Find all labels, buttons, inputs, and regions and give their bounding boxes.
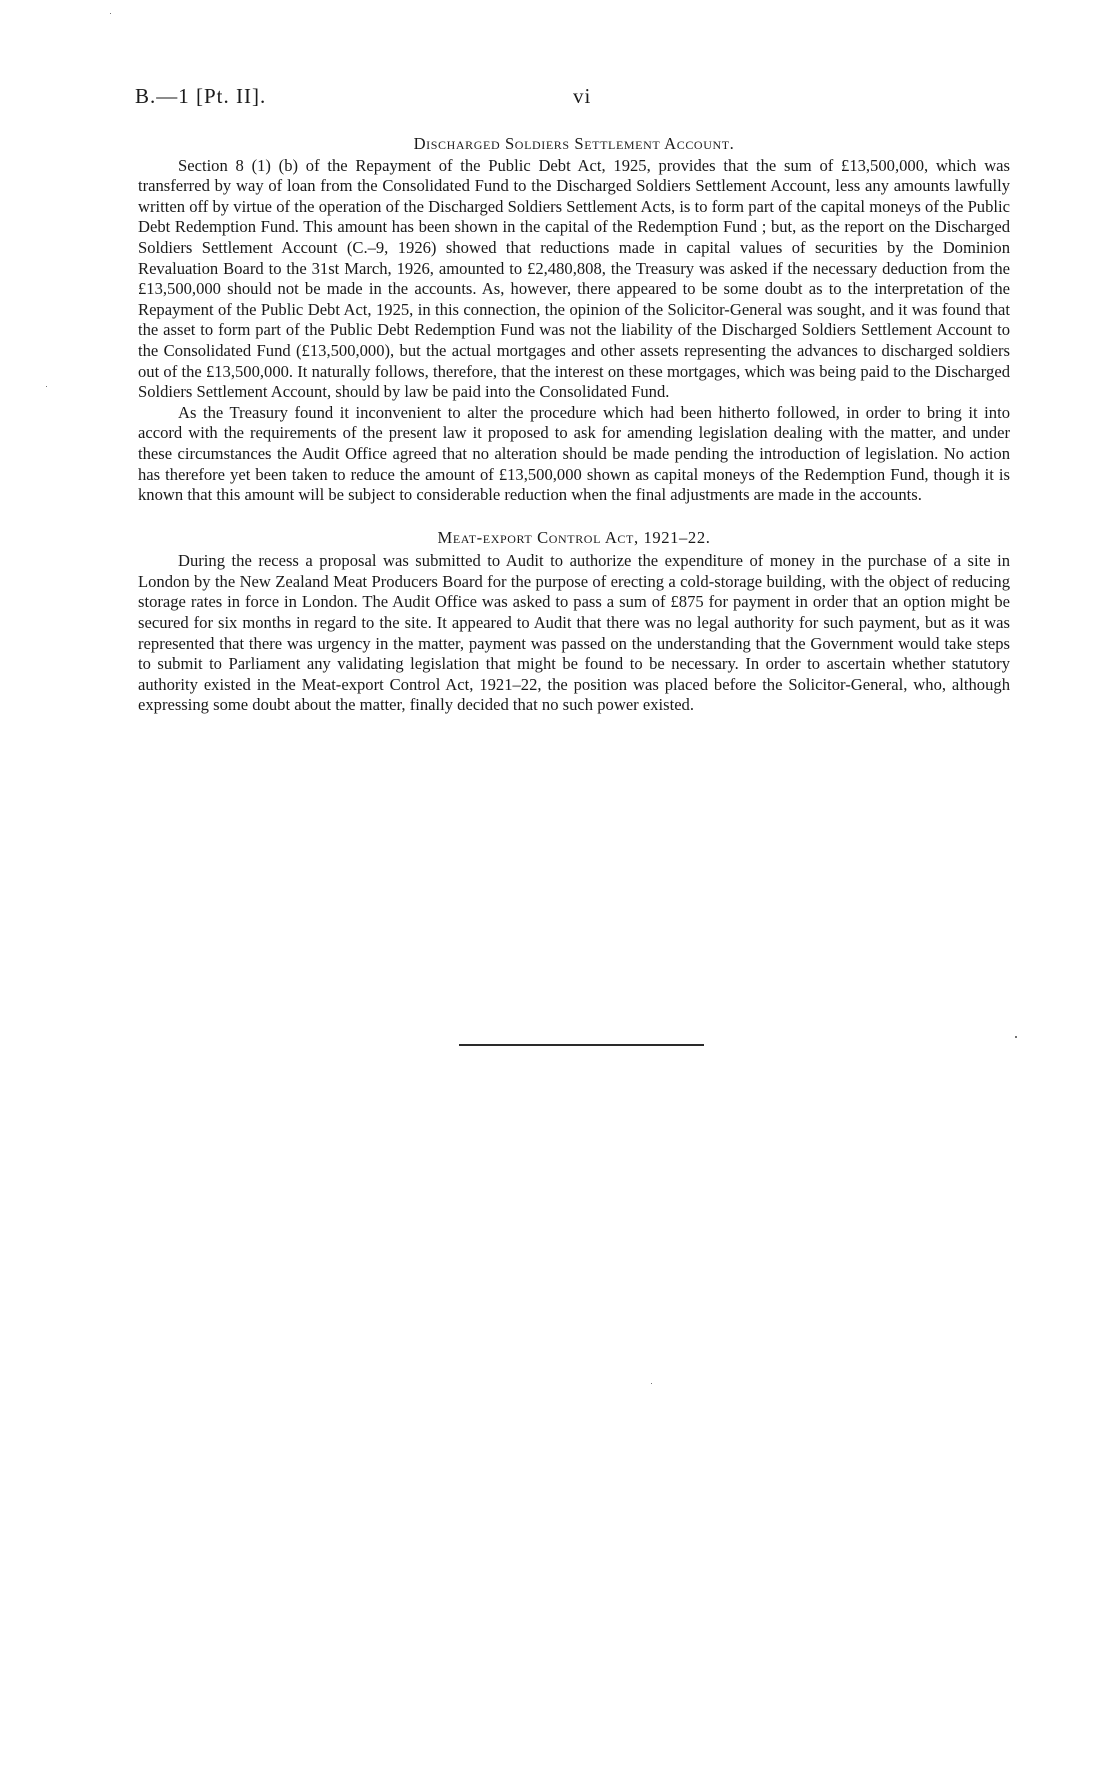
paragraph-meat-board-site: During the recess a proposal was submitted to Audit to authorize the expenditure of money in the purchase of a site in London by the New Zealand Meat Producers Board for the purpose of erecting a cold-storage building, with the object of reducing storage rates in force in London. The Audit Office was asked to pass a sum of £875 for payment in order that an option might be secured for six months in regard to the site. It appeared to Audit that there was no legal authority for such payment, but as it was represented that there was urgency in the matter, payment was passed on the understanding that the Government would take steps to submit to Parliament any validating legislation that might be found to be necessary. In order to ascertain whether statutory authority existed in the Meat-export Control Act, 1921–22, the position was placed before the Solicitor-General, who, although expressing some doubt about the matter, finally decided that no such power existed. xyxy=(138,551,1010,715)
paragraph-treasury-procedure: As the Treasury found it inconvenient to alter the procedure which had been hitherto followed, in order to bring it into accord with the requirements of the present law it proposed to ask for amending legislation dealing with the matter, and under these circumstances the Audit Office agreed that no alteration should be made pending the introduction of legislation. No action has therefore yet been taken to reduce the amount of £13,500,000 shown as capital moneys of the Redemption Fund, though it is known that this amount will be subject to considerable reduction when the final adjustments are made in the accounts. xyxy=(138,402,1010,505)
page-number: vi xyxy=(573,84,592,108)
scan-speck xyxy=(1015,1036,1017,1038)
section-heading-discharged-soldiers: Discharged Soldiers Settlement Account. xyxy=(413,134,735,153)
end-rule xyxy=(459,1044,704,1046)
scan-speck xyxy=(651,1383,652,1384)
document-reference: B.—1 [Pt. II]. xyxy=(135,84,267,108)
section-heading-meat-export: Meat-export Control Act, 1921–22. xyxy=(437,527,711,547)
scan-speck xyxy=(46,386,47,387)
paragraph-section-8-provision: Section 8 (1) (b) of the Repayment of the Public Debt Act, 1925, provides that the sum of £13,500,000, which was transferred by way of loan from the Consolidated Fund to the Discharged Soldiers Settlement Account, less any amounts lawfully written off by virtue of the operation of the Discharged Soldiers Settlement Acts, is to form part of the capital moneys of the Public Debt Redemption Fund. This amount has been shown in the capital of the Redemption Fund ; but, as the report on the Discharged Soldiers Settlement Account (C.–9, 1926) showed that reductions made in capital values of securities by the Dominion Revaluation Board to the 31st March, 1926, amounted to £2,480,808, the Treasury was asked if the necessary deduction from the £13,500,000 should not be made in the accounts. As, however, there appeared to be some doubt as to the interpretation of the Repayment of the Public Debt Act, 1925, in this connection, the opinion of the Solicitor-General was sought, and it was found that the asset to form part of the Public Debt Redemption Fund was not the liability of the Discharged Soldiers Settlement Account to the Consolidated Fund (£13,500,000), but the actual mortgages and other assets representing the advances to discharged soldiers out of the £13,500,000. It naturally follows, therefore, that the interest on these mortgages, which was being paid to the Discharged Soldiers Settlement Account, should by law be paid into the Consolidated Fund. xyxy=(138,155,1010,402)
document-body xyxy=(138,134,1010,716)
scan-speck xyxy=(110,13,111,14)
running-head xyxy=(135,84,1015,114)
